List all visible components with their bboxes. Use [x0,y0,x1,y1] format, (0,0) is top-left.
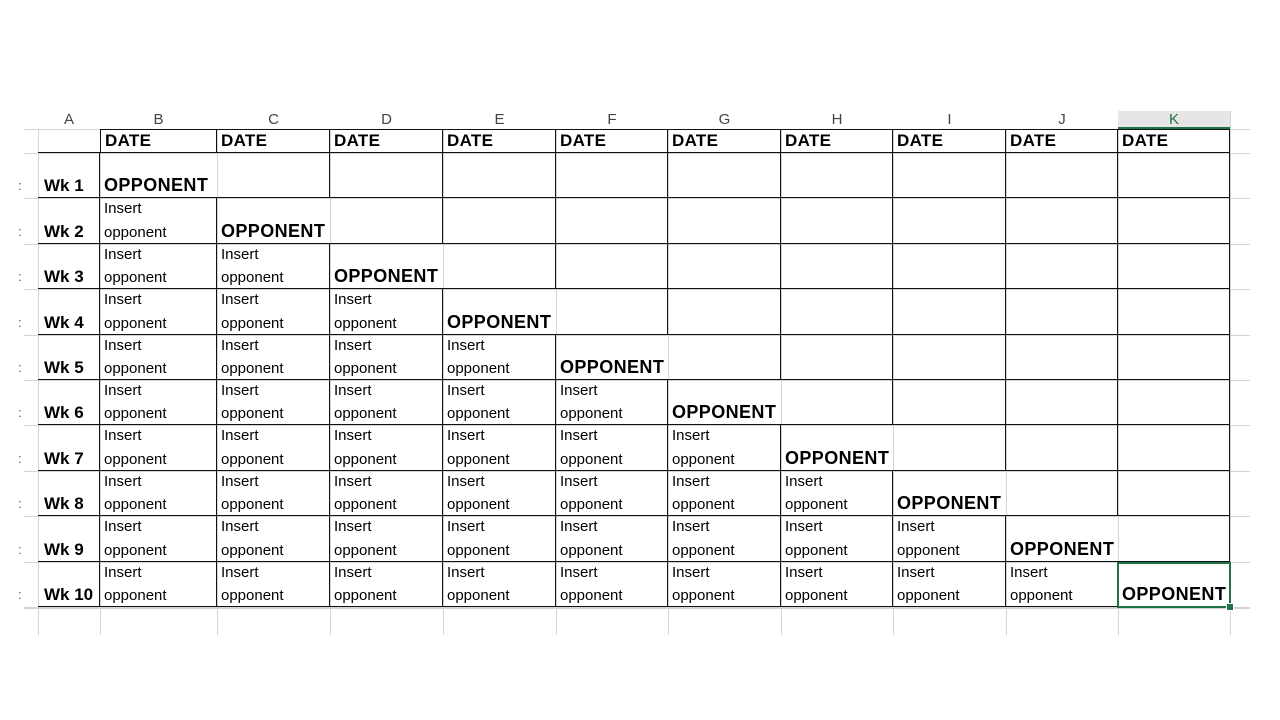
date-label: DATE [1122,131,1169,150]
insert-label: Insert [785,563,823,581]
cell-i11[interactable] [893,562,1006,607]
cell-a1[interactable] [38,129,100,153]
insert-label: Insert [221,563,259,581]
insert-label: Insert [104,291,142,309]
cell-j8[interactable] [1006,425,1118,470]
cell-c4[interactable] [217,244,330,289]
opponent-placeholder: opponent [672,586,735,604]
cell-c10[interactable] [217,516,330,561]
opponent-placeholder: opponent [334,405,397,423]
week-cell[interactable] [38,380,100,425]
opponent-label: OPPONENT [672,402,777,423]
opponent-placeholder: opponent [221,541,284,559]
cell-d2[interactable] [330,153,443,198]
date-label: DATE [785,131,832,150]
insert-label: Insert [560,427,598,445]
week-cell[interactable] [38,153,100,198]
opponent-placeholder: opponent [447,450,510,468]
week-cell[interactable] [38,425,100,470]
insert-label: Insert [104,427,142,445]
cell-c7[interactable] [217,380,330,425]
insert-label: Insert [221,472,259,490]
opponent-placeholder: opponent [104,269,167,287]
cell-b8[interactable] [100,425,217,470]
opponent-label: OPPONENT [785,447,890,468]
insert-label: Insert [104,200,142,218]
cell-j6[interactable] [1006,335,1118,380]
cell-date-i[interactable] [893,129,1006,153]
insert-label: Insert [560,563,598,581]
cell-h7[interactable] [781,380,893,425]
cell-date-j[interactable] [1006,129,1118,153]
cell-k8[interactable] [1118,425,1230,470]
cell-g5[interactable] [668,289,781,334]
cell-e5[interactable] [443,289,556,334]
cell-e9[interactable] [443,471,556,516]
insert-label: Insert [104,518,142,536]
opponent-placeholder: opponent [221,496,284,514]
opponent-placeholder: opponent [447,541,510,559]
week-label: Wk 10 [44,584,94,604]
cell-g10[interactable] [668,516,781,561]
insert-label: Insert [221,291,259,309]
cell-f5[interactable] [556,289,668,334]
cell-f8[interactable] [556,425,668,470]
row-number[interactable]: : [18,269,22,285]
opponent-placeholder: opponent [104,496,167,514]
cell-d10[interactable] [330,516,443,561]
insert-label: Insert [104,245,142,263]
cell-f7[interactable] [556,380,668,425]
cell-date-g[interactable] [668,129,781,153]
gridline-horizontal [24,608,1250,609]
insert-label: Insert [785,472,823,490]
column-header-d[interactable]: D [330,111,443,129]
opponent-placeholder: opponent [672,541,735,559]
cell-h6[interactable] [781,335,893,380]
row-number[interactable]: : [18,541,22,557]
opponent-placeholder: opponent [897,541,960,559]
row-number[interactable]: : [18,450,22,466]
opponent-placeholder: opponent [104,450,167,468]
cell-g2[interactable] [668,153,781,198]
cell-h4[interactable] [781,244,893,289]
week-label: Wk 4 [44,312,84,332]
insert-label: Insert [334,518,372,536]
opponent-placeholder: opponent [672,450,735,468]
insert-label: Insert [672,518,710,536]
cell-b5[interactable] [100,289,217,334]
opponent-placeholder: opponent [221,314,284,332]
insert-label: Insert [447,336,485,354]
insert-label: Insert [672,472,710,490]
cell-i10[interactable] [893,516,1006,561]
insert-label: Insert [104,563,142,581]
cell-g3[interactable] [668,198,781,243]
week-label: Wk 5 [44,357,84,377]
cell-h11[interactable] [781,562,893,607]
cell-j10[interactable] [1006,516,1118,561]
cell-k5[interactable] [1118,289,1230,334]
cell-h8[interactable] [781,425,893,470]
cell-i7[interactable] [893,380,1006,425]
cell-e8[interactable] [443,425,556,470]
cell-h9[interactable] [781,471,893,516]
opponent-label: OPPONENT [221,220,326,241]
cell-c3[interactable] [217,198,330,243]
opponent-placeholder: opponent [334,359,397,377]
cell-e2[interactable] [443,153,556,198]
cell-c9[interactable] [217,471,330,516]
cell-i2[interactable] [893,153,1006,198]
opponent-placeholder: opponent [447,405,510,423]
date-label: DATE [897,131,944,150]
opponent-placeholder: opponent [221,405,284,423]
week-cell[interactable] [38,471,100,516]
cell-date-k[interactable] [1118,129,1230,153]
cell-b10[interactable] [100,516,217,561]
opponent-placeholder: opponent [560,496,623,514]
cell-d7[interactable] [330,380,443,425]
cell-f11[interactable] [556,562,668,607]
row-number[interactable]: : [18,223,22,239]
insert-label: Insert [221,245,259,263]
row-number[interactable]: : [18,178,22,194]
opponent-placeholder: opponent [560,586,623,604]
row-number[interactable]: : [18,405,22,421]
cell-i3[interactable] [893,198,1006,243]
opponent-placeholder: opponent [334,496,397,514]
cell-f4[interactable] [556,244,668,289]
opponent-placeholder: opponent [104,223,167,241]
opponent-placeholder: opponent [1010,586,1073,604]
row-number[interactable]: : [18,496,22,512]
column-header-h[interactable]: H [781,111,893,129]
insert-label: Insert [221,518,259,536]
date-label: DATE [672,131,719,150]
column-header-b[interactable]: B [100,111,217,129]
insert-label: Insert [221,427,259,445]
cell-k4[interactable] [1118,244,1230,289]
opponent-placeholder: opponent [334,541,397,559]
cell-j11[interactable] [1006,562,1118,607]
cell-f2[interactable] [556,153,668,198]
week-label: Wk 9 [44,539,84,559]
opponent-placeholder: opponent [221,269,284,287]
insert-label: Insert [447,427,485,445]
cell-date-d[interactable] [330,129,443,153]
opponent-placeholder: opponent [221,586,284,604]
cell-k6[interactable] [1118,335,1230,380]
cell-date-e[interactable] [443,129,556,153]
cell-j7[interactable] [1006,380,1118,425]
opponent-placeholder: opponent [785,496,848,514]
cell-f10[interactable] [556,516,668,561]
cell-j2[interactable] [1006,153,1118,198]
insert-label: Insert [560,382,598,399]
cell-i8[interactable] [893,425,1006,470]
cell-c11[interactable] [217,562,330,607]
opponent-placeholder: opponent [104,359,167,377]
opponent-label: OPPONENT [560,356,665,377]
cell-d9[interactable] [330,471,443,516]
opponent-label: OPPONENT [897,493,1002,514]
cell-f9[interactable] [556,471,668,516]
opponent-label: OPPONENT [334,266,439,287]
date-label: DATE [560,131,607,150]
cell-j9[interactable] [1006,471,1118,516]
insert-label: Insert [334,472,372,490]
week-cell[interactable] [38,335,100,380]
cell-g8[interactable] [668,425,781,470]
insert-label: Insert [104,382,142,399]
cell-g4[interactable] [668,244,781,289]
row-number[interactable]: : [18,314,22,330]
opponent-placeholder: opponent [447,359,510,377]
week-label: Wk 1 [44,176,84,196]
week-label: Wk 8 [44,494,84,514]
cell-k10[interactable] [1118,516,1230,561]
cell-b11[interactable] [100,562,217,607]
insert-label: Insert [334,427,372,445]
opponent-label: OPPONENT [1010,538,1115,559]
cell-b2[interactable] [100,153,217,198]
cell-d4[interactable] [330,244,443,289]
cell-d5[interactable] [330,289,443,334]
cell-b6[interactable] [100,335,217,380]
cell-c8[interactable] [217,425,330,470]
cell-f6[interactable] [556,335,668,380]
date-label: DATE [221,131,268,150]
insert-label: Insert [672,427,710,445]
cell-b9[interactable] [100,471,217,516]
opponent-placeholder: opponent [560,541,623,559]
cell-i6[interactable] [893,335,1006,380]
column-header-i[interactable]: I [893,111,1006,129]
insert-label: Insert [897,563,935,581]
cell-g7[interactable] [668,380,781,425]
cell-e10[interactable] [443,516,556,561]
cell-c6[interactable] [217,335,330,380]
cell-c5[interactable] [217,289,330,334]
cell-j4[interactable] [1006,244,1118,289]
week-label: Wk 6 [44,403,84,423]
week-label: Wk 2 [44,221,84,241]
insert-label: Insert [897,518,935,536]
opponent-placeholder: opponent [334,586,397,604]
opponent-placeholder: opponent [104,405,167,423]
date-label: DATE [1010,131,1057,150]
cell-i5[interactable] [893,289,1006,334]
column-header-a[interactable]: A [38,111,100,129]
week-cell[interactable] [38,289,100,334]
gridline-vertical [1230,111,1231,635]
insert-label: Insert [104,472,142,490]
date-label: DATE [447,131,494,150]
insert-label: Insert [334,382,372,399]
opponent-placeholder: opponent [334,450,397,468]
opponent-label: OPPONENT [104,175,209,196]
opponent-placeholder: opponent [785,541,848,559]
cell-e11[interactable] [443,562,556,607]
opponent-label: OPPONENT [447,311,552,332]
opponent-placeholder: opponent [560,450,623,468]
cell-h3[interactable] [781,198,893,243]
opponent-placeholder: opponent [104,314,167,332]
opponent-label: OPPONENT [1122,583,1227,604]
opponent-placeholder: opponent [447,586,510,604]
week-cell[interactable] [38,516,100,561]
date-label: DATE [334,131,381,150]
cell-d6[interactable] [330,335,443,380]
cell-d8[interactable] [330,425,443,470]
opponent-placeholder: opponent [672,496,735,514]
cell-i4[interactable] [893,244,1006,289]
cell-g6[interactable] [668,335,781,380]
cell-h10[interactable] [781,516,893,561]
opponent-placeholder: opponent [104,541,167,559]
cell-h5[interactable] [781,289,893,334]
date-label: DATE [105,131,152,150]
insert-label: Insert [447,472,485,490]
fill-handle[interactable] [1226,603,1234,611]
week-label: Wk 7 [44,448,84,468]
week-cell[interactable] [38,562,100,607]
cell-g9[interactable] [668,471,781,516]
opponent-placeholder: opponent [104,586,167,604]
cell-e4[interactable] [443,244,556,289]
opponent-placeholder: opponent [334,314,397,332]
cell-f3[interactable] [556,198,668,243]
opponent-placeholder: opponent [560,405,623,423]
insert-label: Insert [104,336,142,354]
insert-label: Insert [334,336,372,354]
cell-d11[interactable] [330,562,443,607]
week-cell[interactable] [38,244,100,289]
selected-cell-k11[interactable] [1117,562,1231,608]
week-cell[interactable] [38,198,100,243]
column-header-j[interactable]: J [1006,111,1118,129]
cell-date-b[interactable] [100,129,217,153]
insert-label: Insert [221,336,259,354]
opponent-placeholder: opponent [447,496,510,514]
cell-e7[interactable] [443,380,556,425]
cell-c2[interactable] [217,153,330,198]
insert-label: Insert [560,472,598,490]
column-header-k[interactable]: K [1118,111,1230,129]
cell-k2[interactable] [1118,153,1230,198]
cell-date-f[interactable] [556,129,668,153]
column-header-f[interactable]: F [556,111,668,129]
opponent-placeholder: opponent [221,450,284,468]
cell-k7[interactable] [1118,380,1230,425]
cell-e6[interactable] [443,335,556,380]
opponent-placeholder: opponent [221,359,284,377]
cell-j3[interactable] [1006,198,1118,243]
cell-h2[interactable] [781,153,893,198]
insert-label: Insert [560,518,598,536]
row-number[interactable]: : [18,360,22,375]
insert-label: Insert [447,382,485,399]
insert-label: Insert [1010,563,1048,581]
column-header-e[interactable]: E [443,111,556,129]
insert-label: Insert [785,518,823,536]
opponent-placeholder: opponent [897,586,960,604]
cell-e3[interactable] [443,198,556,243]
insert-label: Insert [334,291,372,309]
insert-label: Insert [447,518,485,536]
row-number[interactable]: : [18,587,22,602]
cell-b3[interactable] [100,198,217,243]
insert-label: Insert [447,563,485,581]
week-label: Wk 3 [44,267,84,287]
opponent-placeholder: opponent [785,586,848,604]
cell-date-c[interactable] [217,129,330,153]
insert-label: Insert [334,563,372,581]
cell-k3[interactable] [1118,198,1230,243]
cell-date-h[interactable] [781,129,893,153]
insert-label: Insert [221,382,259,399]
cell-j5[interactable] [1006,289,1118,334]
column-header-c[interactable]: C [217,111,330,129]
cell-k9[interactable] [1118,471,1230,516]
cell-b7[interactable] [100,380,217,425]
insert-label: Insert [672,563,710,581]
cell-b4[interactable] [100,244,217,289]
cell-d3[interactable] [330,198,443,243]
cell-g11[interactable] [668,562,781,607]
cell-i9[interactable] [893,471,1006,516]
column-header-g[interactable]: G [668,111,781,129]
